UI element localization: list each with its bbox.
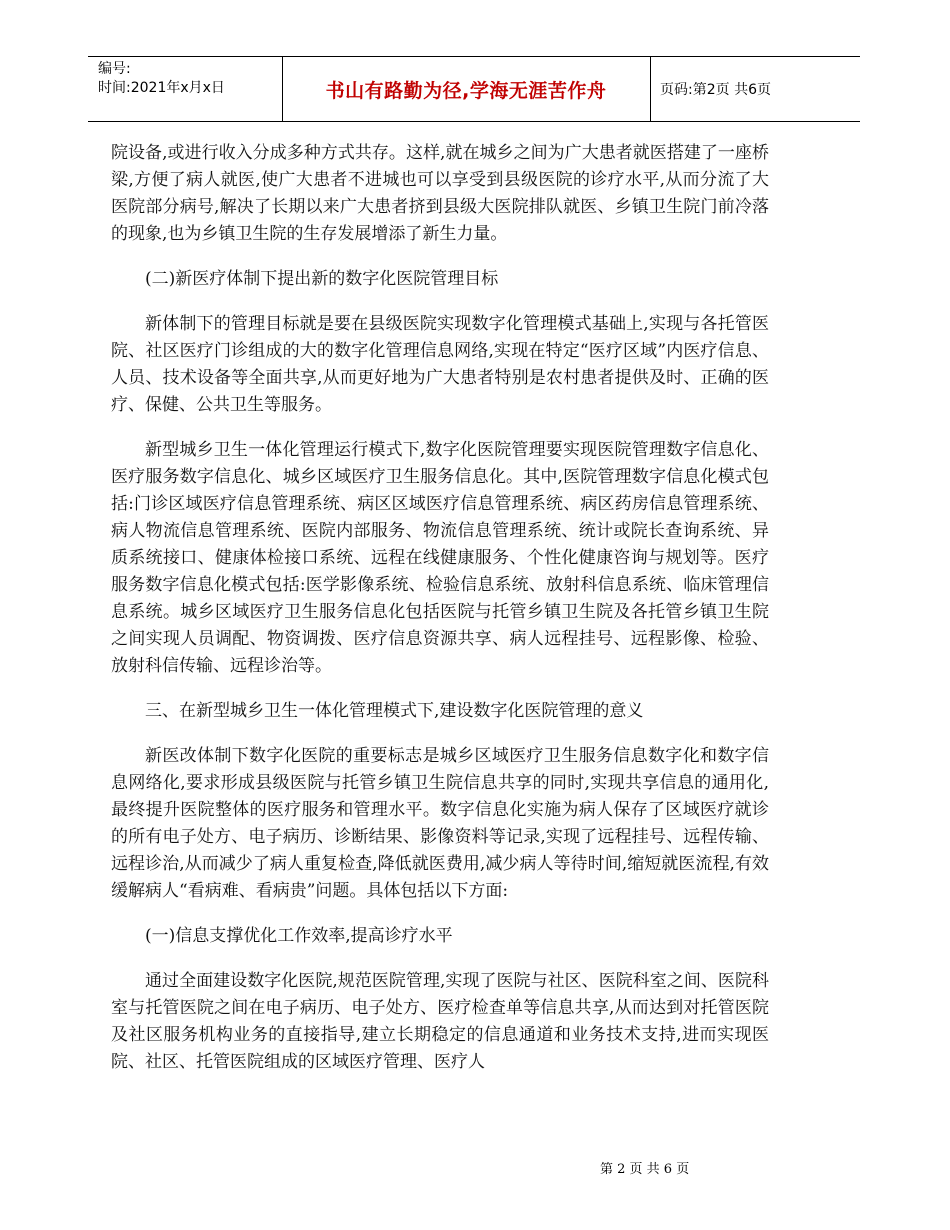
header-meta bbox=[98, 60, 225, 98]
section-heading: (二)新医疗体制下提出新的数字化医院管理目标 bbox=[145, 269, 499, 289]
body-paragraph: 院设备,或进行收入分成多种方式共存。这样,就在城乡之间为广大患者就医搭建了一座桥梁,方便了病人就医,使广大患者不进城也可以享受到县级医院的诊疗水平,从而分流了大医院部分病号,解决了长期以来广大患者挤到县级大医院排队就医、乡镇卫生院门前冷落的现象,也为乡镇卫生院的生存发展增添了新生力量。 bbox=[111, 143, 769, 244]
body-paragraph: 新体制下的管理目标就是要在县级医院实现数字化管理模式基础上,实现与各托管医院、社区医疗门诊组成的大的数字化管理信息网络,实现在特定“医疗区域”内医疗信息、人员、技术设备等全面共享,从而更好地为广大患者特别是农村患者提供及时、正确的医疗、保健、公共卫生等服务。 bbox=[111, 314, 769, 415]
page-header bbox=[88, 56, 860, 122]
body-paragraph: 通过全面建设数字化医院,规范医院管理,实现了医院与社区、医院科室之间、医院科室与托管医院之间在电子病历、电子处方、医疗检查单等信息共享,从而达到对托管医院及社区服务机构业务的直接指导,建立长期稳定的信息通道和业务技术支持,进而实现医院、社区、托管医院组成的区域医疗管理、医疗人 bbox=[111, 971, 769, 1072]
document-time: 时间:2021年x月x日 bbox=[98, 80, 225, 96]
section-heading: 三、在新型城乡卫生一体化管理模式下,建设数字化医院管理的意义 bbox=[145, 701, 644, 721]
header-motto: 书山有路勤为径,学海无涯苦作舟 bbox=[325, 79, 607, 102]
section-heading: (一)信息支撑优化工作效率,提高诊疗水平 bbox=[145, 926, 453, 946]
header-page-info: 页码:第2页 共6页 bbox=[660, 82, 771, 98]
document-number-label: 编号: bbox=[98, 61, 131, 77]
body-paragraph: 新型城乡卫生一体化管理运行模式下,数字化医院管理要实现医院管理数字信息化、医疗服务数字信息化、城乡区域医疗卫生服务信息化。其中,医院管理数字信息化模式包括:门诊区域医疗信息管理系统、病区区域医疗信息管理系统、病区药房信息管理系统、病人物流信息管理系统、医院内部服务、物流信息管理系统、统计或院长查询系统、异质系统接口、健康体检接口系统、远程在线健康服务、个性化健康咨询与规划等。医疗服务数字信息化模式包括:医学影像系统、检验信息系统、放射科信息系统、临床管理信息系统。城乡区域医疗卫生服务信息化包括医院与托管乡镇卫生院及各托管乡镇卫生院之间实现人员调配、物资调拨、医疗信息资源共享、病人远程挂号、远程影像、检验、放射科信传输、远程诊治等。 bbox=[111, 440, 769, 676]
header-divider bbox=[650, 56, 651, 122]
page-footer: 第 2 页 共 6 页 bbox=[600, 1162, 690, 1177]
document-body bbox=[111, 140, 769, 1094]
body-paragraph: 新医改体制下数字化医院的重要标志是城乡区域医疗卫生服务信息数字化和数字信息网络化,要求形成县级医院与托管乡镇卫生院信息共享的同时,实现共享信息的通用化,最终提升医院整体的医疗服务和管理水平。数字信息化实施为病人保存了区域医疗就诊的所有电子处方、电子病历、诊断结果、影像资料等记录,实现了远程挂号、远程传输、远程诊治,从而减少了病人重复检查,降低就医费用,减少病人等待时间,缩短就医流程,有效缓解病人“看病难、看病贵”问题。具体包括以下方面: bbox=[111, 746, 769, 901]
